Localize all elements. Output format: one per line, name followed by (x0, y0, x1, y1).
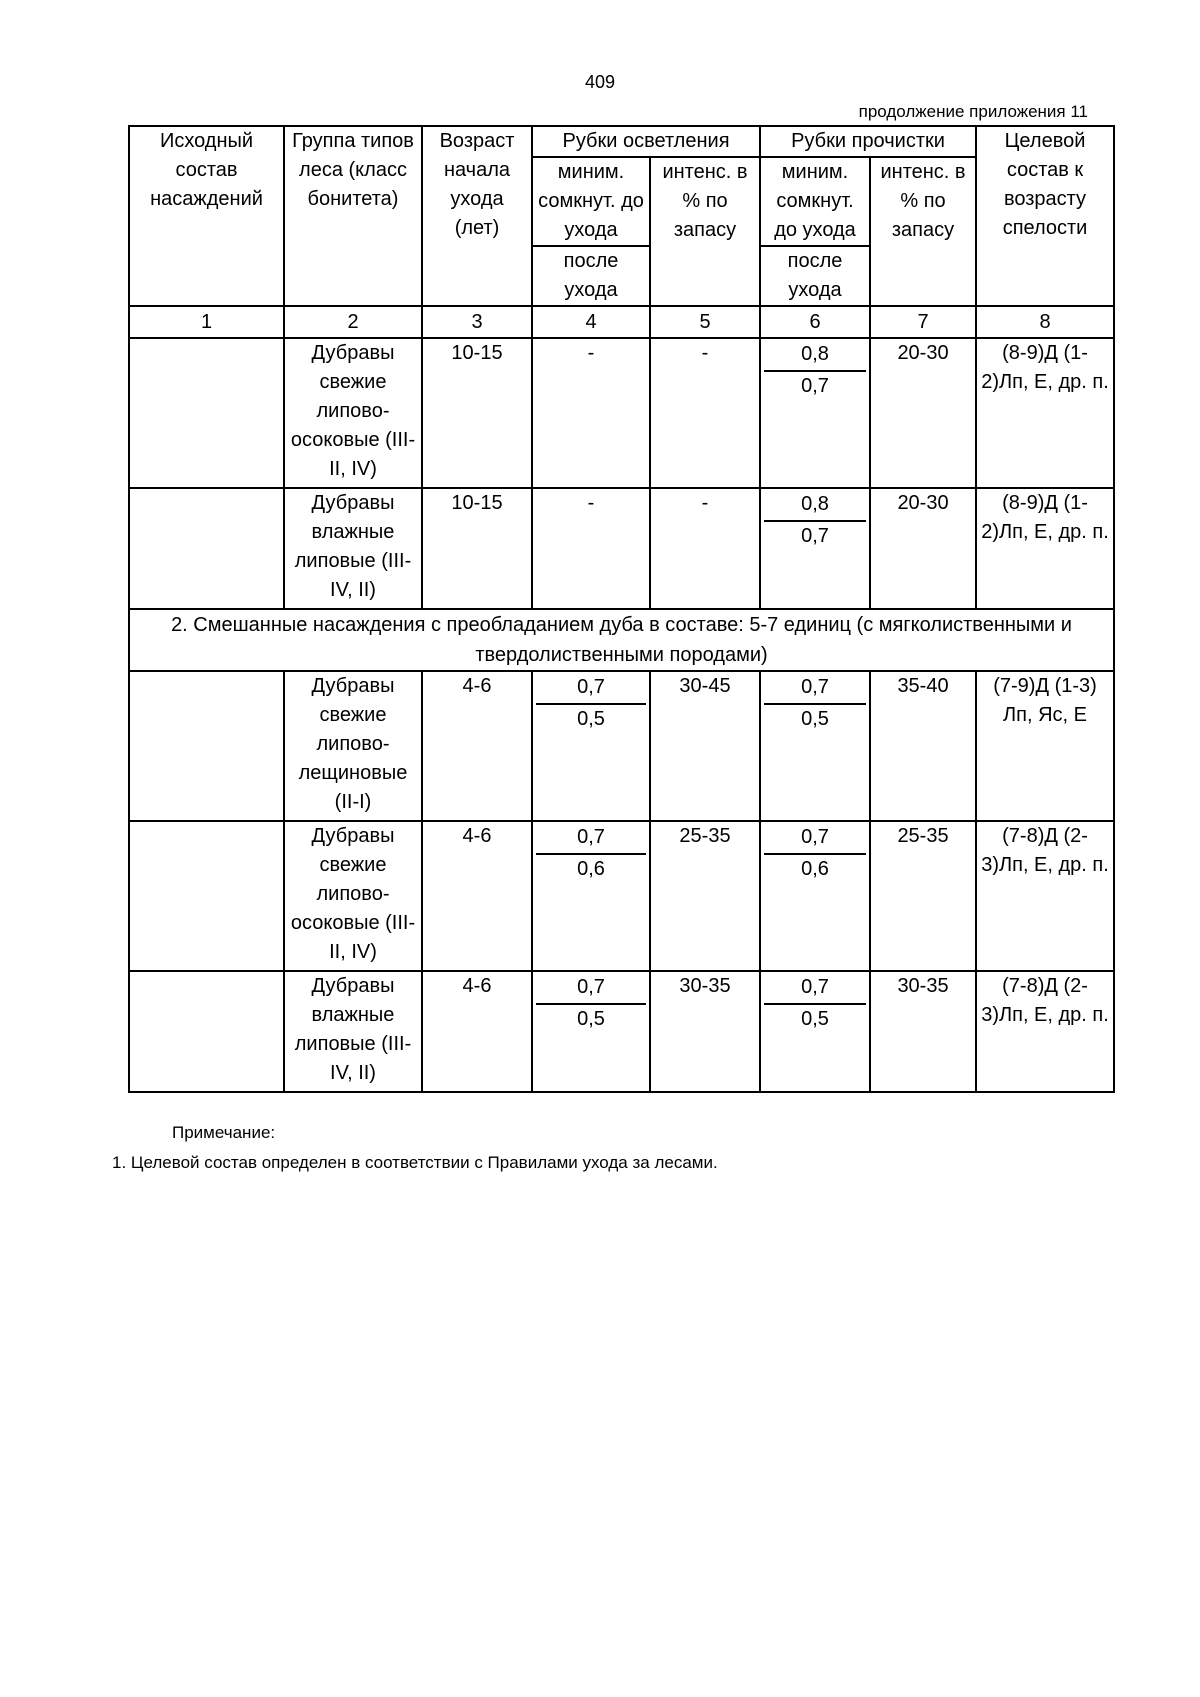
density-after-value: 0,7 (801, 375, 829, 397)
density-after-value: 0,5 (801, 1008, 829, 1030)
cleaning-density-cell (760, 971, 870, 1092)
section-heading: 2. Смешанные насаждения с преобладанием дуба в составе: 5-7 единиц (с мягколиственными и твердолиственными породами) (129, 609, 1114, 671)
column-number: 8 (976, 306, 1114, 338)
column-number-row (129, 306, 1114, 338)
clearing-intensity-cell: 30-35 (650, 971, 760, 1092)
table-row (129, 338, 1114, 488)
density-before-value: 0,7 (536, 672, 646, 705)
clearing-intensity-cell: - (650, 488, 760, 609)
header-after-care-1: после ухода (532, 246, 650, 306)
page-number: 409 (584, 72, 616, 92)
density-before-value: 0,7 (764, 972, 866, 1005)
forest-care-table (128, 125, 1115, 1093)
header-row-1 (129, 126, 1114, 157)
header-care-start-age: Возраст начала ухода (лет) (422, 126, 532, 306)
density-after-value: 0,5 (577, 708, 605, 730)
target-composition-cell: (7-8)Д (2-3)Лп, Е, др. п. (976, 971, 1114, 1092)
header-target-composition: Целевой состав к возрасту спелости (976, 126, 1114, 306)
initial-composition-cell (129, 488, 284, 609)
density-after-value: 0,7 (801, 525, 829, 547)
cleaning-intensity-cell: 20-30 (870, 338, 976, 488)
header-intensity-1: интенс. в % по запасу (650, 157, 760, 306)
clearing-density-cell (532, 671, 650, 821)
header-initial-composition: Исходный состав насаждений (129, 126, 284, 306)
column-number: 4 (532, 306, 650, 338)
care-age-cell: 10-15 (422, 338, 532, 488)
clearing-intensity-cell: - (650, 338, 760, 488)
header-forest-type-group: Группа типов леса (класс бонитета) (284, 126, 422, 306)
forest-type-cell: Дубравы влажные липовые (III-IV, II) (284, 971, 422, 1092)
clearing-density-cell: - (532, 488, 650, 609)
clearing-intensity-cell: 30-45 (650, 671, 760, 821)
header-min-density-before-1: миним. сомкнут. до ухода (532, 157, 650, 246)
column-number: 2 (284, 306, 422, 338)
care-age-cell: 10-15 (422, 488, 532, 609)
density-after-value: 0,5 (577, 1008, 605, 1030)
density-after-value: 0,6 (801, 858, 829, 880)
density-after-value: 0,6 (577, 858, 605, 880)
cleaning-intensity-cell: 20-30 (870, 488, 976, 609)
cleaning-density-cell (760, 488, 870, 609)
column-number: 6 (760, 306, 870, 338)
target-composition-cell: (8-9)Д (1-2)Лп, Е, др. п. (976, 488, 1114, 609)
table-row (129, 488, 1114, 609)
density-before-value: 0,8 (764, 489, 866, 522)
care-age-cell: 4-6 (422, 671, 532, 821)
column-number: 3 (422, 306, 532, 338)
cleaning-intensity-cell: 25-35 (870, 821, 976, 971)
cleaning-density-cell (760, 671, 870, 821)
column-number: 5 (650, 306, 760, 338)
cleaning-density-cell (760, 821, 870, 971)
table-row (129, 971, 1114, 1092)
cleaning-intensity-cell: 30-35 (870, 971, 976, 1092)
forest-type-cell: Дубравы свежие липово-осоковые (III-II, IV) (284, 338, 422, 488)
header-after-care-2: после ухода (760, 246, 870, 306)
section-heading-row (129, 609, 1114, 671)
initial-composition-cell (129, 671, 284, 821)
density-after-value: 0,5 (801, 708, 829, 730)
table-row (129, 671, 1114, 821)
target-composition-cell: (7-8)Д (2-3)Лп, Е, др. п. (976, 821, 1114, 971)
column-number: 7 (870, 306, 976, 338)
notes-title: Примечание: (172, 1123, 276, 1142)
clearing-density-cell: - (532, 338, 650, 488)
clearing-density-cell (532, 971, 650, 1092)
forest-type-cell: Дубравы свежие липово-осоковые (III-II, IV) (284, 821, 422, 971)
care-age-cell: 4-6 (422, 821, 532, 971)
header-min-density-before-2: миним. сомкнут. до ухода (760, 157, 870, 246)
initial-composition-cell (129, 338, 284, 488)
column-number: 1 (129, 306, 284, 338)
target-composition-cell: (8-9)Д (1-2)Лп, Е, др. п. (976, 338, 1114, 488)
forest-type-cell: Дубравы влажные липовые (III-IV, II) (284, 488, 422, 609)
care-age-cell: 4-6 (422, 971, 532, 1092)
density-before-value: 0,7 (764, 672, 866, 705)
cleaning-intensity-cell: 35-40 (870, 671, 976, 821)
cleaning-density-cell (760, 338, 870, 488)
notes-block (112, 1118, 718, 1178)
initial-composition-cell (129, 821, 284, 971)
header-clearing-cuttings: Рубки осветления (532, 126, 760, 157)
clearing-intensity-cell: 25-35 (650, 821, 760, 971)
forest-type-cell: Дубравы свежие липово-лещиновые (II-I) (284, 671, 422, 821)
density-before-value: 0,7 (764, 822, 866, 855)
header-intensity-2: интенс. в % по запасу (870, 157, 976, 306)
initial-composition-cell (129, 971, 284, 1092)
density-before-value: 0,7 (536, 972, 646, 1005)
density-before-value: 0,7 (536, 822, 646, 855)
target-composition-cell: (7-9)Д (1-3) Лп, Яс, Е (976, 671, 1114, 821)
continuation-label: продолжение приложения 11 (858, 102, 1088, 121)
clearing-density-cell (532, 821, 650, 971)
density-before-value: 0,8 (764, 339, 866, 372)
header-cleaning-cuttings: Рубки прочистки (760, 126, 976, 157)
note-item: 1. Целевой состав определен в соответствии с Правилами ухода за лесами. (112, 1153, 718, 1172)
table-row (129, 821, 1114, 971)
